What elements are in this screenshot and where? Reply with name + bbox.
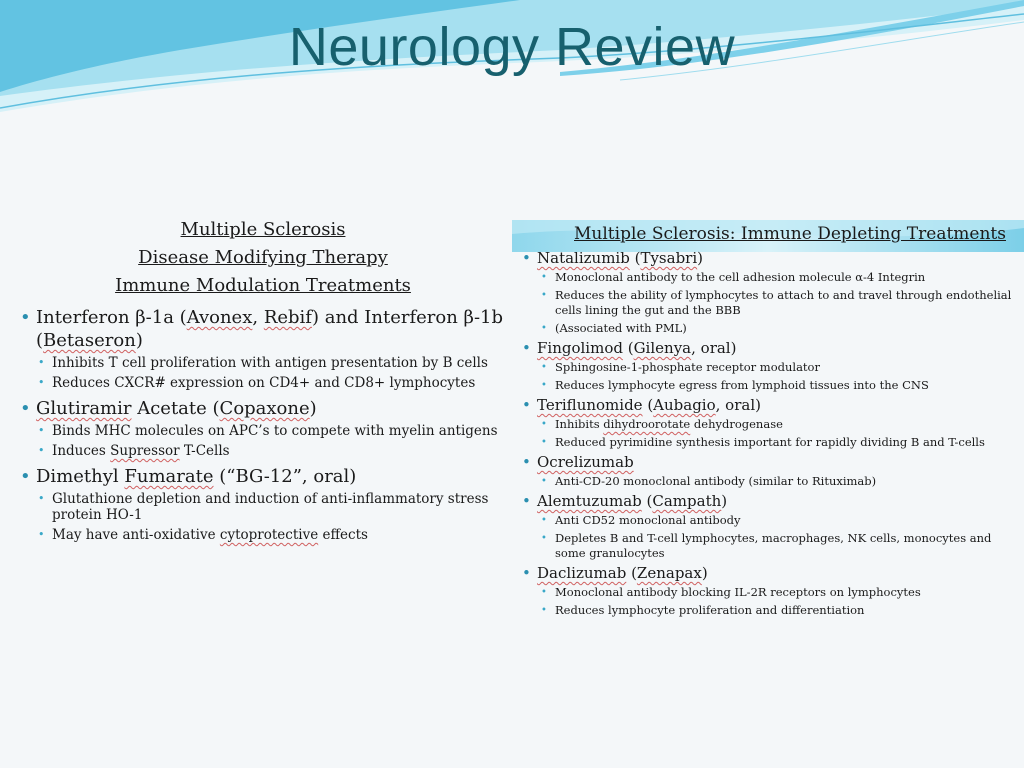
daclizumab-sub-1: • Monoclonal antibody blocking IL-2R receptors on lymphocytes — [538, 585, 1020, 600]
interferon-separator: , — [252, 307, 264, 328]
rebif-term: Rebif — [263, 307, 312, 328]
dmf-text-b: (“BG-12”, oral) — [213, 466, 357, 487]
alemtuzumab-sub-1: • Anti CD52 monoclonal antibody — [538, 513, 1020, 528]
glatiramer-item — [18, 397, 508, 420]
avonex-term: Avonex — [186, 307, 253, 328]
dihydroorotate-term: dihydroorotate — [603, 417, 691, 431]
interferon-text-a: Interferon β-1a ( — [36, 307, 187, 328]
right-heading: Multiple Sclerosis: Immune Depleting Treatments — [574, 224, 1006, 244]
left-heading-3: Immune Modulation Treatments — [115, 275, 411, 296]
tysabri-term: Tysabri — [640, 249, 698, 267]
glatiramer-sub-2-a: Induces — [52, 443, 111, 459]
alemtuzumab-term: Alemtuzumab — [537, 492, 642, 510]
dmf-sub-1: • Glutathione depletion and induction of anti-inflammatory stress protein HO-1 — [36, 491, 508, 523]
alemtuzumab-open: ( — [641, 492, 653, 510]
fingolimod-term: Fingolimod — [537, 339, 623, 357]
fingolimod-item — [520, 339, 1020, 358]
betaseron-term: Betaseron — [43, 330, 136, 351]
supressor-term: Supressor — [110, 443, 180, 459]
glatiramer-sub-2 — [36, 443, 508, 459]
glatiramer-sub-2-b: T-Cells — [179, 443, 230, 459]
dmf-sub-2-b: effects — [318, 527, 368, 543]
teri-sub-1-b: dehydrogenase — [690, 417, 783, 431]
alemtuzumab-item — [520, 492, 1020, 511]
right-column — [520, 222, 1020, 621]
ocrelizumab-sub-1: • Anti-CD-20 monoclonal antibody (similar to Rituximab) — [538, 474, 1020, 489]
alemtuzumab-close: ) — [721, 492, 728, 510]
left-list — [18, 306, 508, 543]
slide-title: Neurology Review — [288, 17, 736, 77]
natalizumib-item — [520, 249, 1020, 268]
dimethyl-fumarate-item — [18, 465, 508, 488]
natalizumib-term: Natalizumib — [537, 249, 630, 267]
interferon-text-b: ) and Interferon β-1b ( — [36, 307, 504, 351]
glatiramer-text-b: ) — [309, 398, 317, 419]
cytoprotective-term: cytoprotective — [219, 527, 319, 543]
teriflunomide-item — [520, 396, 1020, 415]
right-list — [520, 249, 1020, 618]
dmf-text-a: Dimethyl — [36, 466, 125, 487]
zenapax-term: Zenapax — [636, 564, 702, 582]
teriflunomide-close: , oral) — [715, 396, 761, 414]
gilenya-term: Gilenya — [633, 339, 692, 357]
campath-term: Campath — [652, 492, 722, 510]
daclizumab-close: ) — [701, 564, 708, 582]
teriflunomide-open: ( — [642, 396, 654, 414]
natalizumib-sub-1: • Monoclonal antibody to the cell adhesion molecule α-4 Integrin — [538, 270, 1020, 285]
natalizumib-close: ) — [697, 249, 704, 267]
fingolimod-sub-1: • Sphingosine-1-phosphate receptor modulator — [538, 360, 1020, 375]
natalizumib-sub-3: • (Associated with PML) — [538, 321, 1020, 336]
natalizumib-sub-2: • Reduces the ability of lymphocytes to attach to and travel through endothelial cells lining the gut and the BBB — [538, 288, 1020, 318]
left-column — [18, 216, 508, 547]
ocrelizumab-term: Ocrelizumab — [537, 453, 634, 471]
fumarate-term: Fumarate — [124, 466, 214, 487]
interferon-sub-2: • Reduces CXCR# expression on CD4+ and CD8+ lymphocytes — [36, 375, 508, 391]
left-heading-2: Disease Modifying Therapy — [138, 247, 388, 268]
alemtuzumab-sub-2: • Depletes B and T-cell lymphocytes, macrophages, NK cells, monocytes and some granulocytes — [538, 531, 1020, 561]
glatiramer-sub-1: • Binds MHC molecules on APC’s to compete with myelin antigens — [36, 423, 508, 439]
daclizumab-open: ( — [626, 564, 637, 582]
glatiramer-text-a: Acetate ( — [131, 398, 220, 419]
interferon-sub-1: • Inhibits T cell proliferation with antigen presentation by B cells — [36, 355, 508, 371]
natalizumib-open: ( — [629, 249, 641, 267]
left-heading-1: Multiple Sclerosis — [180, 219, 346, 240]
glutiramir-term: Glutiramir — [36, 398, 132, 419]
teriflunomide-sub-2: • Reduced pyrimidine synthesis important for rapidly dividing B and T-cells — [538, 435, 1020, 450]
daclizumab-sub-2: • Reduces lymphocyte proliferation and differentiation — [538, 603, 1020, 618]
teriflunomide-term: Teriflunomide — [537, 396, 643, 414]
daclizumab-item — [520, 564, 1020, 583]
teriflunomide-sub-1 — [538, 417, 1020, 432]
daclizumab-term: Daclizumab — [537, 564, 627, 582]
ocrelizumab-item — [520, 453, 1020, 472]
aubagio-term: Aubagio — [653, 396, 716, 414]
fingolimod-sub-2: • Reduces lymphocyte egress from lymphoid tissues into the CNS — [538, 378, 1020, 393]
dmf-sub-2 — [36, 527, 508, 543]
dmf-sub-2-a: May have anti-oxidative — [52, 527, 220, 543]
fingolimod-close: , oral) — [691, 339, 737, 357]
interferon-text-c: ) — [135, 330, 143, 351]
interferon-item — [18, 306, 508, 352]
fingolimod-open: ( — [622, 339, 634, 357]
copaxone-term: Copaxone — [219, 398, 310, 419]
teri-sub-1-a: Inhibits — [555, 417, 604, 431]
